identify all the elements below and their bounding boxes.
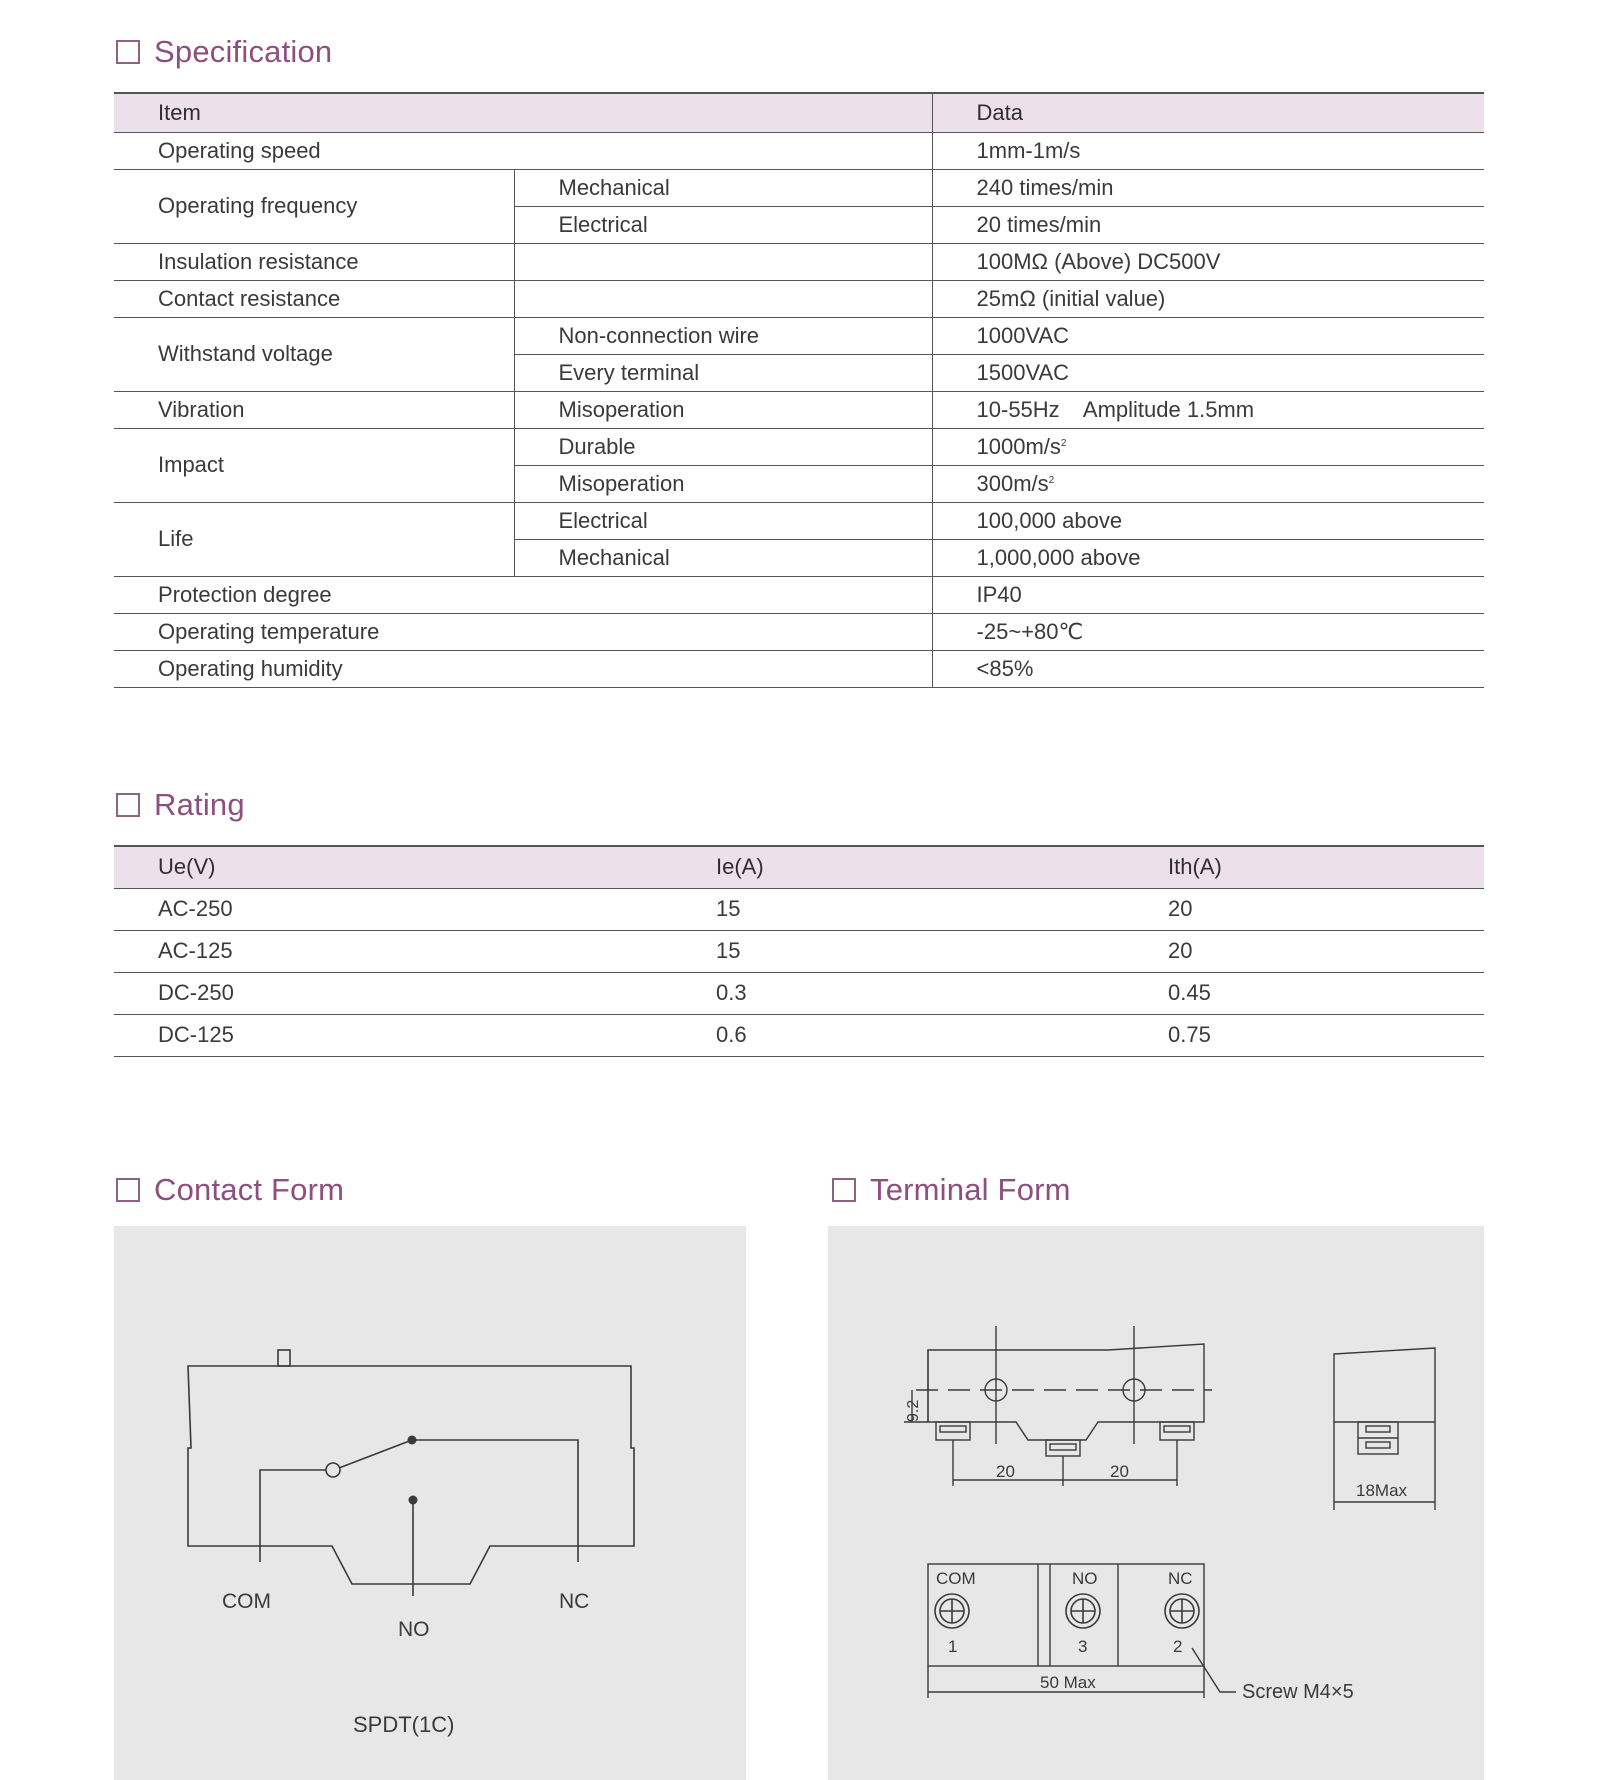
checkbox-square-icon (116, 1178, 140, 1202)
com-pivot-icon (326, 1463, 340, 1477)
table-row: Protection degree IP40 (114, 576, 1484, 613)
com-label: COM (222, 1590, 271, 1613)
table-row: Mechanical 1,000,000 above (114, 539, 1484, 576)
screw-icon (935, 1594, 969, 1628)
actuator-plunger (278, 1350, 290, 1366)
table-row: Every terminal 1500VAC (114, 354, 1484, 391)
switch-lever (339, 1440, 412, 1468)
screw-icon (1165, 1594, 1199, 1628)
terminal-tab (936, 1422, 970, 1440)
length-dimension-label: 50 Max (1040, 1673, 1096, 1692)
nc-contact-dot-icon (408, 1436, 417, 1445)
terminal-number: 3 (1078, 1637, 1088, 1656)
terminal-dimension-drawing (828, 1226, 1484, 1780)
terminal-tab (1046, 1440, 1080, 1456)
specification-heading: Specification (116, 32, 332, 72)
table-header-row (114, 93, 1484, 132)
terminal-form-diagram (828, 1226, 1484, 1780)
no-contact-dot-icon (409, 1496, 418, 1505)
table-row: Impact Durable $1000m/s^2$ (114, 428, 1484, 465)
rating-table (114, 845, 1484, 1057)
header-item: Item (114, 93, 932, 132)
table-row: Operating temperature -25~+80℃ (114, 613, 1484, 650)
screw-spec-label: Screw M4×5 (1242, 1681, 1354, 1703)
table-row: Life Electrical 100,000 above (114, 502, 1484, 539)
screw-icon (1066, 1594, 1100, 1628)
checkbox-square-icon (832, 1178, 856, 1202)
contact-form-heading: Contact Form (116, 1170, 344, 1210)
table-row: AC-125 15 20 (114, 930, 1484, 972)
side-view-body (1334, 1348, 1435, 1422)
table-row: Operating humidity <85% (114, 650, 1484, 687)
terminal-tab (1160, 1422, 1194, 1440)
terminal-number: 2 (1173, 1637, 1183, 1656)
specification-table (114, 92, 1484, 688)
header-data: Data (932, 93, 1484, 132)
table-row: AC-250 15 20 (114, 888, 1484, 930)
nc-lead (412, 1440, 578, 1562)
terminal-label: NO (1072, 1569, 1098, 1588)
table-row: Operating speed 1mm-1m/s (114, 132, 1484, 169)
table-row: DC-125 0.6 0.75 (114, 1014, 1484, 1056)
table-row: Insulation resistance 100MΩ (Above) DC500V (114, 243, 1484, 280)
terminal-number: 1 (948, 1637, 958, 1656)
height-dimension-label: 9.2 (905, 1399, 922, 1422)
pitch-right-label: 20 (1110, 1462, 1129, 1481)
screw-leader-line (1192, 1648, 1236, 1692)
rating-heading: Rating (116, 785, 245, 825)
side-width-label: 18Max (1356, 1481, 1408, 1500)
no-label: NO (398, 1618, 430, 1641)
table-row: Withstand voltage Non-connection wire 1000VAC (114, 317, 1484, 354)
table-row: Electrical 20 times/min (114, 206, 1484, 243)
terminal-label: COM (936, 1569, 976, 1588)
com-lead (260, 1470, 332, 1562)
pitch-left-label: 20 (996, 1462, 1015, 1481)
table-row: DC-250 0.3 0.45 (114, 972, 1484, 1014)
contact-form-diagram (114, 1226, 746, 1780)
checkbox-square-icon (116, 793, 140, 817)
table-header-row: Ue(V) Ie(A) Ith(A) (114, 846, 1484, 888)
table-row: Vibration Misoperation 10-55Hz Amplitude 1.5mm (114, 391, 1484, 428)
table-row: Misoperation $300m/s^2$ (114, 465, 1484, 502)
spdt-caption: SPDT(1C) (353, 1712, 455, 1737)
nc-label: NC (559, 1590, 590, 1613)
switch-body-outline (188, 1366, 634, 1584)
spdt-schematic (114, 1226, 746, 1780)
table-row: Contact resistance 25mΩ (initial value) (114, 280, 1484, 317)
checkbox-square-icon (116, 40, 140, 64)
table-row: Operating frequency Mechanical 240 times/min (114, 169, 1484, 206)
terminal-form-heading: Terminal Form (832, 1170, 1071, 1210)
terminal-label: NC (1168, 1569, 1193, 1588)
